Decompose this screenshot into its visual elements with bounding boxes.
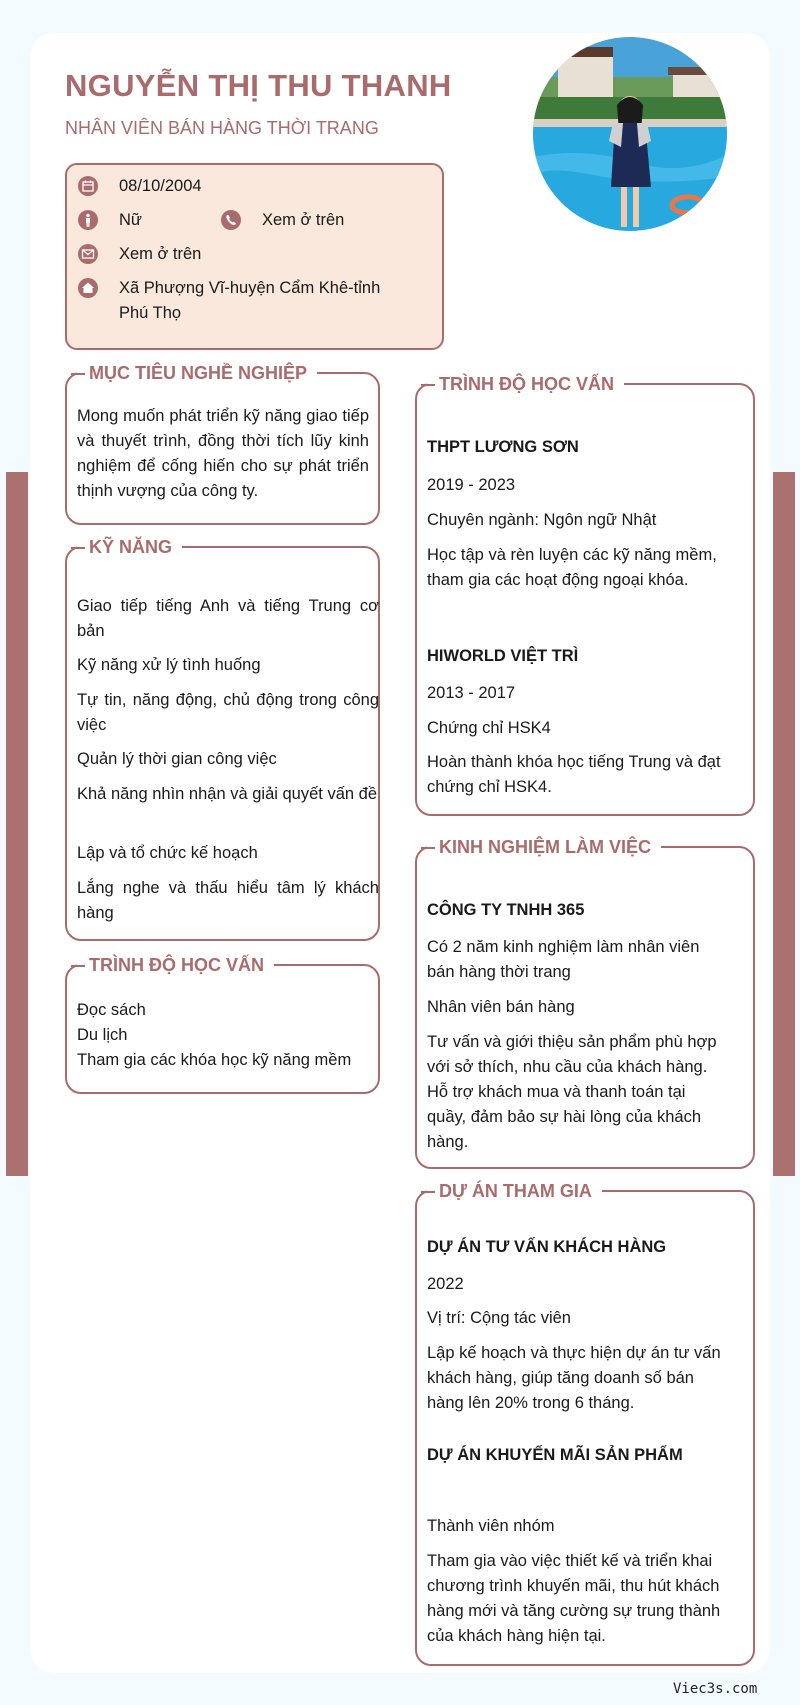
hobby-item: Đọc sách	[77, 1001, 146, 1019]
education-desc: Hoàn thành khóa học tiếng Trung và đạt chứng chỉ HSK4.	[427, 753, 721, 796]
email-icon	[77, 243, 99, 265]
job-title: NHÂN VIÊN BÁN HÀNG THỜI TRANG	[65, 118, 379, 138]
project-role: Thành viên nhóm	[427, 1517, 555, 1535]
left-accent-bar	[6, 472, 28, 1176]
phone-icon	[220, 209, 242, 231]
phone-value: Xem ở trên	[262, 211, 345, 229]
hobby-item: Du lịch	[77, 1026, 128, 1044]
skill-item: Khả năng nhìn nhận và giải quyết vấn đề	[77, 785, 377, 803]
address-line-2: Phú Thọ	[119, 304, 182, 322]
project-role: Vị trí: Cộng tác viên	[427, 1309, 571, 1327]
skill-item: Lập và tổ chức kế hoạch	[77, 844, 258, 862]
right-accent-bar	[773, 472, 795, 1176]
footer-watermark: Viec3s.com	[673, 1681, 758, 1697]
education-major: Chứng chỉ HSK4	[427, 719, 551, 737]
calendar-icon	[77, 175, 99, 197]
project-desc: Lập kế hoạch và thực hiện dự án tư vấn khách hàng, giúp tăng doanh số bán hàng lên 20% trong 6 tháng.	[427, 1344, 721, 1412]
home-icon	[77, 277, 99, 299]
experience-title: KINH NGHIỆM LÀM VIỆC	[427, 836, 661, 858]
gender-icon	[77, 209, 99, 231]
avatar	[533, 37, 727, 231]
projects-title: DỰ ÁN THAM GIA	[427, 1180, 602, 1202]
info-gender	[77, 208, 142, 233]
education-period: 2019 - 2023	[427, 476, 516, 494]
info-phone	[220, 208, 344, 233]
project-desc: Tham gia vào việc thiết kế và triển khai chương trình khuyến mãi, thu hút khách hàng mới và tăng cường sự trung thành của khách hàng hiện tại.	[427, 1552, 721, 1645]
project-year: 2022	[427, 1275, 464, 1293]
experience-summary: Có 2 năm kinh nghiệm làm nhân viên bán hàng thời trang	[427, 938, 700, 981]
email-value: Xem ở trên	[119, 245, 202, 263]
skill-item: Giao tiếp tiếng Anh và tiếng Trung cơ bản	[77, 597, 379, 640]
education-school: HIWORLD VIỆT TRÌ	[427, 647, 579, 665]
project-name: DỰ ÁN KHUYẾN MÃI SẢN PHẨM	[427, 1446, 683, 1464]
education-school: THPT LƯƠNG SƠN	[427, 438, 579, 456]
skill-item: Quản lý thời gian công việc	[77, 750, 277, 768]
objective-title: MỤC TIÊU NGHỀ NGHIỆP	[77, 362, 317, 384]
project-name: DỰ ÁN TƯ VẤN KHÁCH HÀNG	[427, 1238, 667, 1256]
hobby-item: Tham gia các khóa học kỹ năng mềm	[77, 1051, 352, 1069]
skill-item: Tự tin, năng động, chủ động trong công việc	[77, 691, 379, 734]
experience-desc: Tư vấn và giới thiệu sản phẩm phù hợp với sở thích, nhu cầu của khách hàng. Hỗ trợ khách mua và thanh toán tại quầy, đảm bảo sự hài lòng của khách hàng.	[427, 1033, 717, 1151]
education-period: 2013 - 2017	[427, 684, 516, 702]
education-desc: Học tập và rèn luyện các kỹ năng mềm, tham gia các hoạt động ngoại khóa.	[427, 546, 717, 589]
info-email	[77, 242, 201, 267]
hobbies-title: TRÌNH ĐỘ HỌC VẤN	[77, 954, 274, 976]
education-major: Chuyên ngành: Ngôn ngữ Nhật	[427, 511, 657, 529]
skill-item: Kỹ năng xử lý tình huống	[77, 656, 261, 674]
objective-text: Mong muốn phát triển kỹ năng giao tiếp và thuyết trình, đồng thời tích lũy kinh nghiệm để cống hiến cho sự phát triển thịnh vượng của công ty.	[77, 407, 369, 500]
address-value	[119, 276, 380, 326]
experience-position: Nhân viên bán hàng	[427, 998, 575, 1016]
skills-title: KỸ NĂNG	[77, 536, 182, 558]
gender-value: Nữ	[119, 211, 142, 229]
info-birthday	[77, 174, 202, 199]
experience-company: CÔNG TY TNHH 365	[427, 901, 585, 919]
education-title: TRÌNH ĐỘ HỌC VẤN	[427, 373, 624, 395]
address-line-1: Xã Phượng Vĩ-huyện Cẩm Khê-tỉnh	[119, 279, 381, 297]
candidate-name: NGUYỄN THỊ THU THANH	[65, 68, 452, 103]
skill-item: Lắng nghe và thấu hiểu tâm lý khách hàng	[77, 879, 379, 922]
birthday-value: 08/10/2004	[119, 177, 202, 195]
info-address	[77, 276, 380, 326]
